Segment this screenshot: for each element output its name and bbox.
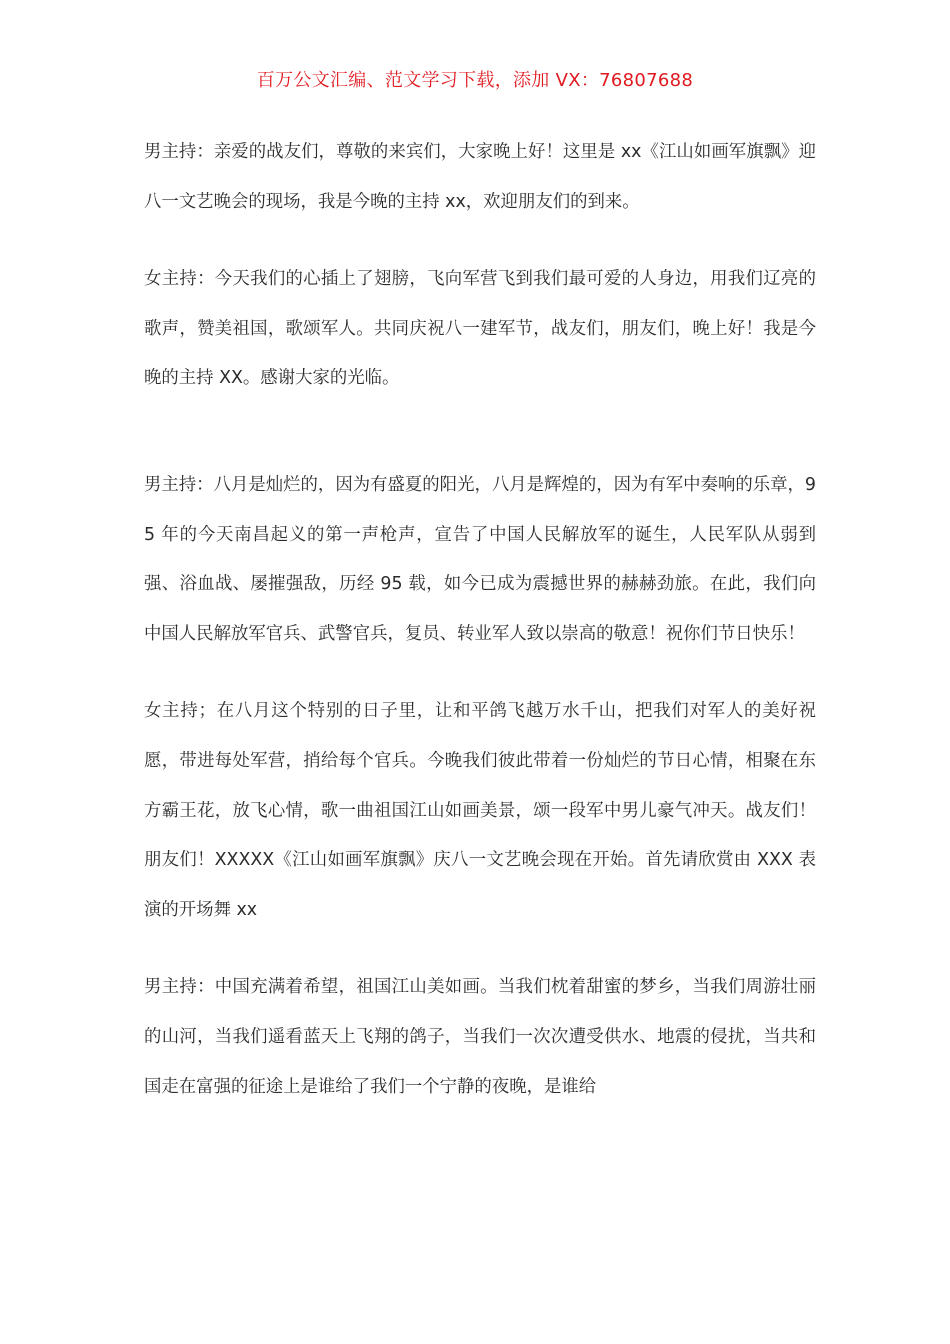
paragraph-female-host-opening: 女主持：今天我们的心插上了翅膀，飞向军营飞到我们最可爱的人身边，用我们辽亮的歌声，赞美祖国，歌颂军人。共同庆祝八一建军节，战友们，朋友们，晚上好！我是今晚的主持 XX。感谢大家的光临。	[144, 269, 816, 389]
paragraph-male-host-hope: 男主持：中国充满着希望，祖国江山美如画。当我们枕着甜蜜的梦乡，当我们周游壮丽的山河，当我们遥看蓝天上飞翔的鸽子，当我们一次次遭受供水、地震的侵扰，当共和国走在富强的征途上是谁给了我们一个宁静的夜晚，是谁给	[144, 977, 816, 1097]
document-body	[144, 128, 816, 1112]
paragraph-male-host-opening: 男主持：亲爱的战友们，尊敬的来宾们，大家晚上好！这里是 xx《江山如画军旗飘》迎八一文艺晚会的现场，我是今晚的主持 xx，欢迎朋友们的到来。	[144, 142, 816, 212]
paragraph-male-host-august: 男主持：八月是灿烂的，因为有盛夏的阳光，八月是辉煌的，因为有军中奏响的乐章，95 年的今天南昌起义的第一声枪声，宣告了中国人民解放军的诞生，人民军队从弱到强、浴血战、屡摧强敌，历经 95 载，如今已成为震撼世界的赫赫劲旅。在此，我们向中国人民解放军官兵、武警官兵，复员、转业军人致以崇高的敬意！祝你们节日快乐！	[144, 474, 816, 644]
header-banner: 百万公文汇编、范文学习下载，添加 VX：76807688	[256, 70, 694, 91]
paragraph-female-host-august: 女主持；在八月这个特别的日子里，让和平鸽飞越万水千山，把我们对军人的美好祝愿，带进每处军营，捎给每个官兵。今晚我们彼此带着一份灿烂的节日心情，相聚在东方霸王花，放飞心情，歌一曲祖国江山如画美景，颂一段军中男儿豪气冲天。战友们！朋友们！XXXXX《江山如画军旗飘》庆八一文艺晚会现在开始。首先请欣赏由 XXX 表演的开场舞 xx	[144, 701, 816, 920]
